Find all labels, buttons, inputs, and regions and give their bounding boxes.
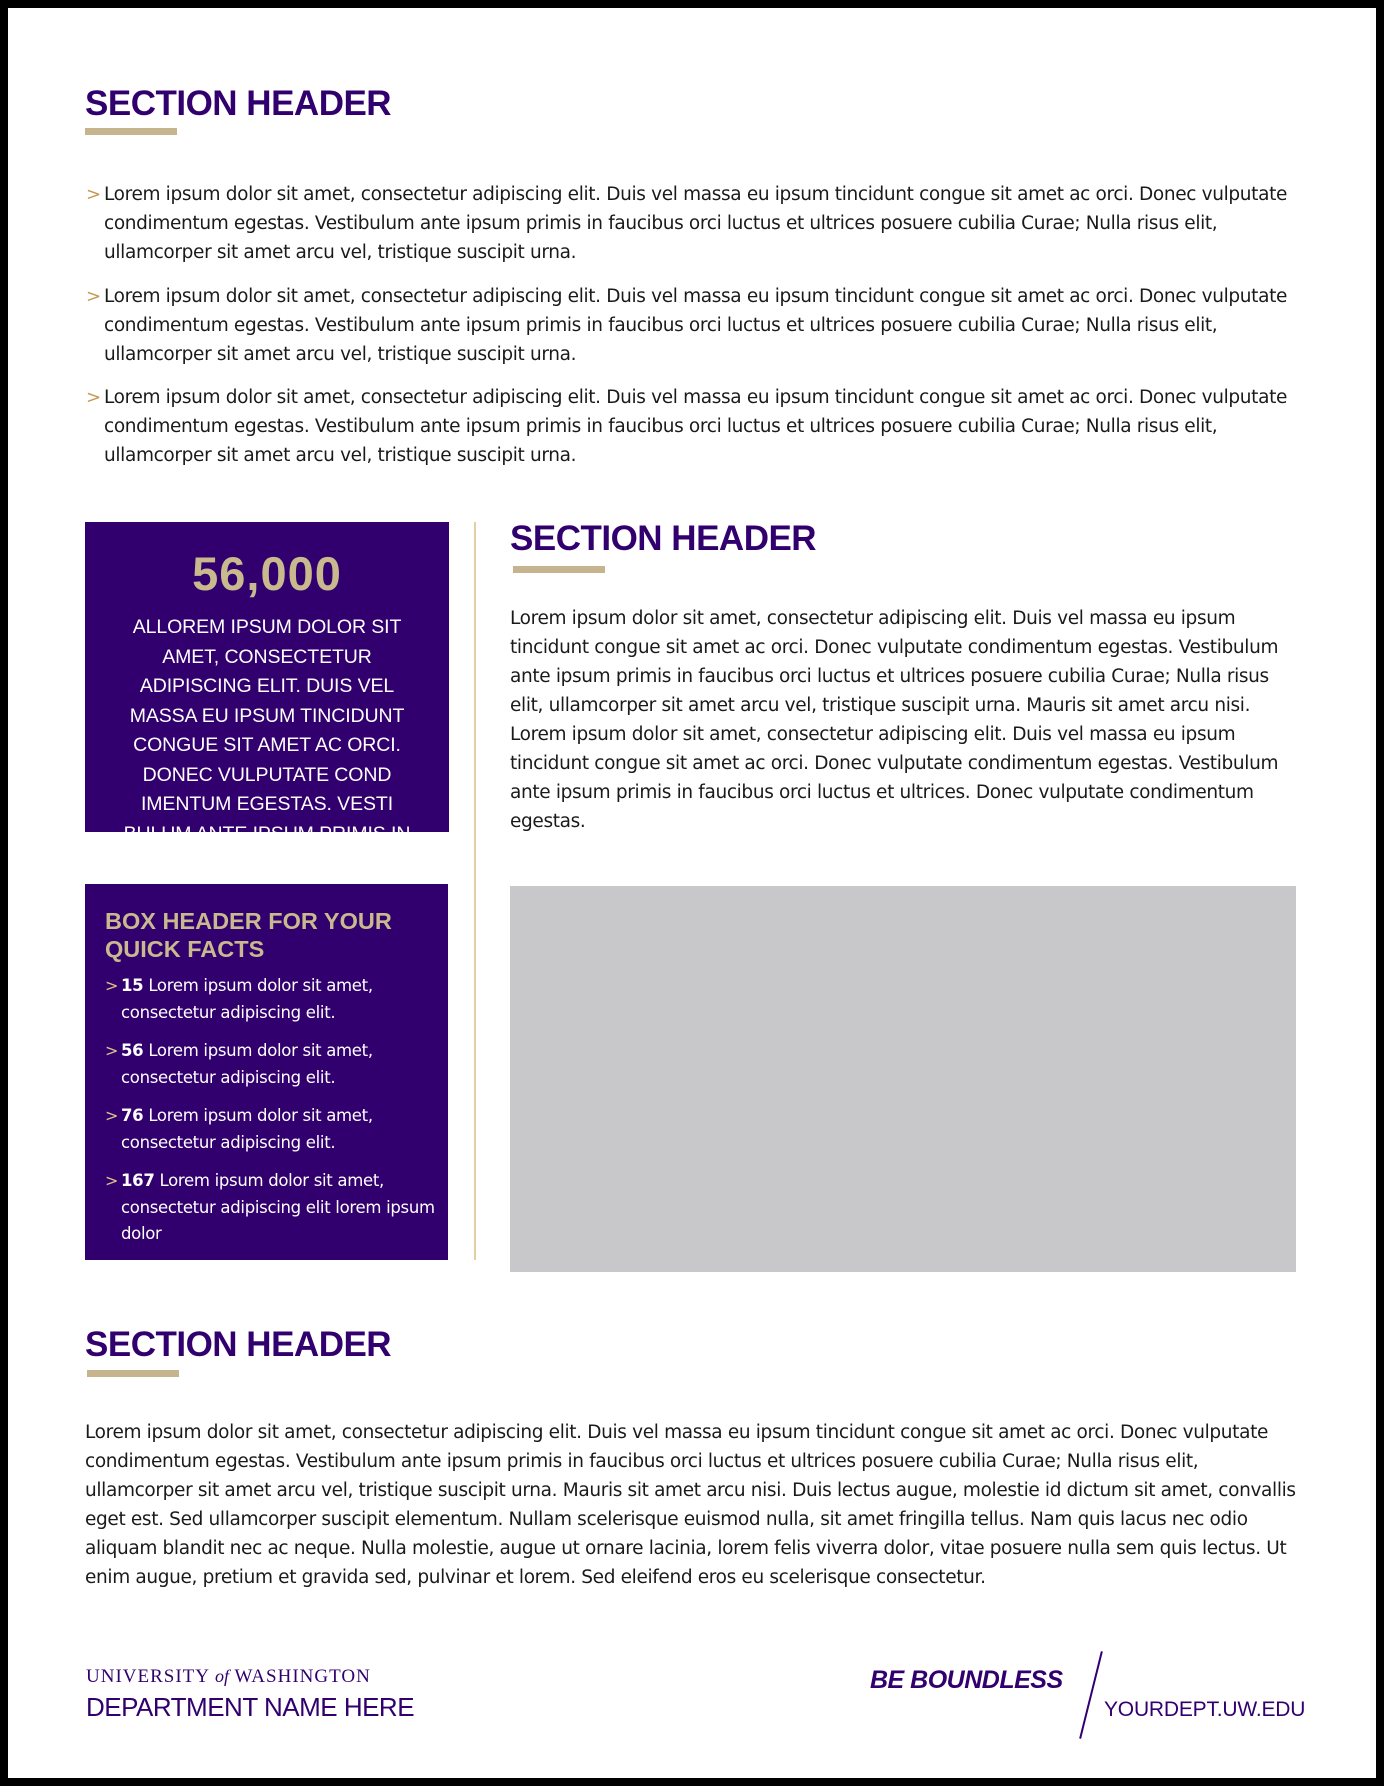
bullet-text: Lorem ipsum dolor sit amet, consectetur adipiscing elit. Duis vel massa eu ipsum tincidunt congue sit amet ac orci. Donec vulputate condimentum egestas. Vestibulum ante ipsum primis in faucibus orci luctus et ultrices posuere cubilia Curae; Nulla risus elit, ullamcorper sit amet arcu vel, tristique suscipit urna. bbox=[104, 387, 1288, 466]
section-3-header: SECTION HEADER bbox=[85, 1325, 392, 1364]
chevron-right-icon: > bbox=[86, 184, 101, 205]
university-logo bbox=[86, 1666, 371, 1688]
department-name: DEPARTMENT NAME HERE bbox=[86, 1692, 415, 1722]
list-item bbox=[105, 1038, 435, 1091]
bullet-text: Lorem ipsum dolor sit amet, consectetur adipiscing elit. Duis vel massa eu ipsum tincidunt congue sit amet ac orci. Donec vulputate condimentum egestas. Vestibulum ante ipsum primis in faucibus orci luctus et ultrices posuere cubilia Curae; Nulla risus elit, ullamcorper sit amet arcu vel, tristique suscipit urna. bbox=[104, 285, 1288, 365]
section-1-header: SECTION HEADER bbox=[85, 84, 392, 123]
fact-text: Lorem ipsum dolor sit amet, consectetur adipiscing elit. bbox=[121, 1106, 373, 1152]
section-2-underline bbox=[513, 566, 605, 573]
section-2-header: SECTION HEADER bbox=[510, 519, 817, 558]
department-url: YOURDEPT.UW.EDU bbox=[1104, 1698, 1306, 1721]
footer-slash-divider bbox=[1079, 1651, 1103, 1739]
chevron-right-icon: > bbox=[86, 285, 101, 307]
image-placeholder bbox=[510, 886, 1296, 1272]
section-3-underline bbox=[87, 1370, 179, 1377]
section-3-body: Lorem ipsum dolor sit amet, consectetur adipiscing elit. Duis vel massa eu ipsum tincidunt congue sit amet ac orci. Donec vulputate condimentum egestas. Vestibulum ante ipsum primis in faucibus orci luctus et ultrices posuere cubilia Curae; Nulla risus elit, ullamcorper sit amet arcu vel, tristique suscipit urna. Mauris sit amet arcu nisi. Duis lectus augue, molestie id dictum sit amet, convallis eget est. Sed ullamcorper suscipit elementum. Nullam scelerisque euismod nulla, sit amet fringilla tellus. Nam quis lacus nec odio aliquam blandit nec ac neque. Nulla molestie, augue ut ornare lacinia, lorem felis viverra dolor, vitae posuere nulla sem quis lectus. Ut enim augue, pretium et gravida sed, pulvinar et lorem. Sed eleifend eros eu scelerisque consectetur. bbox=[85, 1422, 1296, 1588]
chevron-right-icon: > bbox=[86, 387, 101, 408]
column-divider bbox=[474, 522, 476, 1260]
list-item bbox=[105, 1103, 435, 1156]
section-1-bullet-list bbox=[86, 180, 1296, 485]
bullet-text: Lorem ipsum dolor sit amet, consectetur adipiscing elit. Duis vel massa eu ipsum tincidunt congue sit amet ac orci. Donec vulputate condimentum egestas. Vestibulum ante ipsum primis in faucibus orci luctus et ultrices posuere cubilia Curae; Nulla risus elit, ullamcorper sit amet arcu vel, tristique suscipit urna. bbox=[104, 184, 1288, 263]
section-1-underline bbox=[85, 128, 177, 135]
fact-text: Lorem ipsum dolor sit amet, consectetur adipiscing elit. bbox=[121, 976, 373, 1022]
list-item bbox=[86, 383, 1296, 470]
list-item bbox=[86, 282, 1296, 369]
list-item bbox=[86, 180, 1296, 267]
quick-facts-box bbox=[85, 884, 448, 1260]
list-item bbox=[105, 1168, 435, 1248]
fact-number: 15 bbox=[121, 976, 144, 995]
fact-number: 56 bbox=[121, 1041, 144, 1060]
stat-description: ALLOREM IPSUM DOLOR SIT AMET, CONSECTETUR ADIPISCING ELIT. DUIS VEL MASSA EU IPSUM TINCIDUNT CONGUE SIT AMET AC ORCI. DONEC VULPUTATE COND IMENTUM EGESTAS. VESTI BULUM ANTE IPSUM PRIMIS IN FAUCIBUS bbox=[123, 616, 411, 874]
stat-number: 56,000 bbox=[192, 547, 342, 600]
university-name-post: WASHINGTON bbox=[234, 1666, 371, 1687]
fact-number: 167 bbox=[121, 1171, 155, 1190]
chevron-right-icon: > bbox=[105, 1171, 119, 1190]
quick-facts-list bbox=[105, 973, 435, 1260]
page bbox=[8, 8, 1376, 1778]
quick-facts-header: BOX HEADER FOR YOUR QUICK FACTS bbox=[105, 908, 392, 962]
stat-callout-box bbox=[85, 522, 449, 874]
university-name-of: of bbox=[215, 1666, 230, 1686]
chevron-right-icon: > bbox=[105, 1106, 119, 1125]
tagline: BE BOUNDLESS bbox=[870, 1666, 1063, 1694]
fact-text: Lorem ipsum dolor sit amet, consectetur adipiscing elit lorem ipsum dolor bbox=[121, 1171, 435, 1243]
list-item bbox=[105, 973, 435, 1026]
section-2-body: Lorem ipsum dolor sit amet, consectetur adipiscing elit. Duis vel massa eu ipsum tincidunt congue sit amet ac orci. Donec vulputate condimentum egestas. Vestibulum ante ipsum primis in faucibus orci luctus et ultrices posuere cubilia Curae; Nulla risus elit, ullamcorper sit amet arcu vel, tristique suscipit urna. Mauris sit amet arcu nisi. Lorem ipsum dolor sit amet, consectetur adipiscing elit. Duis vel massa eu ipsum tincidunt congue sit amet ac orci. Donec vulputate condimentum egestas. Vestibulum ante ipsum primis in faucibus orci luctus et ultrices. Donec vulputate condimentum egestas. bbox=[510, 608, 1279, 832]
university-name-pre: UNIVERSITY bbox=[86, 1666, 210, 1687]
chevron-right-icon: > bbox=[105, 976, 119, 995]
chevron-right-icon: > bbox=[105, 1041, 119, 1060]
fact-text: Lorem ipsum dolor sit amet, consectetur adipiscing elit. bbox=[121, 1041, 373, 1087]
fact-number: 76 bbox=[121, 1106, 144, 1125]
